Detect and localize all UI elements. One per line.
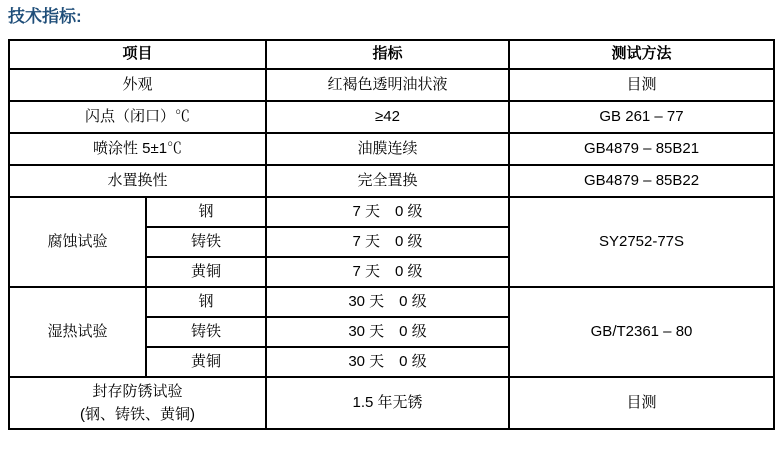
cell-corrosion-cast-iron-material: 铸铁 <box>146 227 266 257</box>
page-title: 技术指标: <box>8 7 82 26</box>
cell-appearance-item: 外观 <box>9 69 266 101</box>
row-sealed-rust-prevention <box>9 377 774 429</box>
cell-corrosion-brass-material: 黄铜 <box>146 257 266 287</box>
cell-damp-heat-brass-material: 黄铜 <box>146 347 266 377</box>
cell-sprayability-indicator: 油膜连续 <box>266 133 509 165</box>
cell-corrosion-steel-indicator: 7 天 0 级 <box>266 197 509 227</box>
col-header-indicator: 指标 <box>266 40 509 69</box>
cell-appearance-method: 目测 <box>509 69 774 101</box>
cell-damp-heat-steel-indicator: 30 天 0 级 <box>266 287 509 317</box>
cell-corrosion-method: SY2752-77S <box>509 197 774 287</box>
cell-corrosion-steel-material: 钢 <box>146 197 266 227</box>
col-header-method: 测试方法 <box>509 40 774 69</box>
cell-sealed-rust-item-line1: 封存防锈试验 <box>92 383 183 400</box>
cell-flash-point-method: GB 261 – 77 <box>509 101 774 133</box>
cell-water-displacement-method: GB4879 – 85B22 <box>509 165 774 197</box>
cell-sprayability-method: GB4879 – 85B21 <box>509 133 774 165</box>
cell-water-displacement-indicator: 完全置换 <box>266 165 509 197</box>
cell-water-displacement-item: 水置换性 <box>9 165 266 197</box>
cell-sealed-rust-item <box>9 377 266 429</box>
row-appearance <box>9 69 774 101</box>
cell-appearance-indicator: 红褐色透明油状液 <box>266 69 509 101</box>
cell-damp-heat-method: GB/T2361 – 80 <box>509 287 774 377</box>
cell-sealed-rust-indicator: 1.5 年无锈 <box>266 377 509 429</box>
cell-corrosion-brass-indicator: 7 天 0 级 <box>266 257 509 287</box>
cell-flash-point-indicator: ≥42 <box>266 101 509 133</box>
cell-damp-heat-steel-material: 钢 <box>146 287 266 317</box>
technical-spec-table <box>8 39 775 430</box>
cell-damp-heat-group-label: 湿热试验 <box>9 287 146 377</box>
row-damp-heat-steel <box>9 287 774 317</box>
cell-sealed-rust-method: 目测 <box>509 377 774 429</box>
row-water-displacement <box>9 165 774 197</box>
row-sprayability <box>9 133 774 165</box>
header-row <box>9 40 774 69</box>
cell-damp-heat-cast-iron-indicator: 30 天 0 级 <box>266 317 509 347</box>
cell-sprayability-item: 喷涂性 5±1℃ <box>9 133 266 165</box>
cell-corrosion-group-label: 腐蚀试验 <box>9 197 146 287</box>
cell-corrosion-cast-iron-indicator: 7 天 0 级 <box>266 227 509 257</box>
cell-flash-point-item: 闪点（闭口）℃ <box>9 101 266 133</box>
row-flash-point <box>9 101 774 133</box>
row-corrosion-steel <box>9 197 774 227</box>
cell-sealed-rust-item-line2: (钢、铸铁、黄铜) <box>80 406 195 423</box>
cell-damp-heat-brass-indicator: 30 天 0 级 <box>266 347 509 377</box>
col-header-item: 项目 <box>9 40 266 69</box>
cell-damp-heat-cast-iron-material: 铸铁 <box>146 317 266 347</box>
